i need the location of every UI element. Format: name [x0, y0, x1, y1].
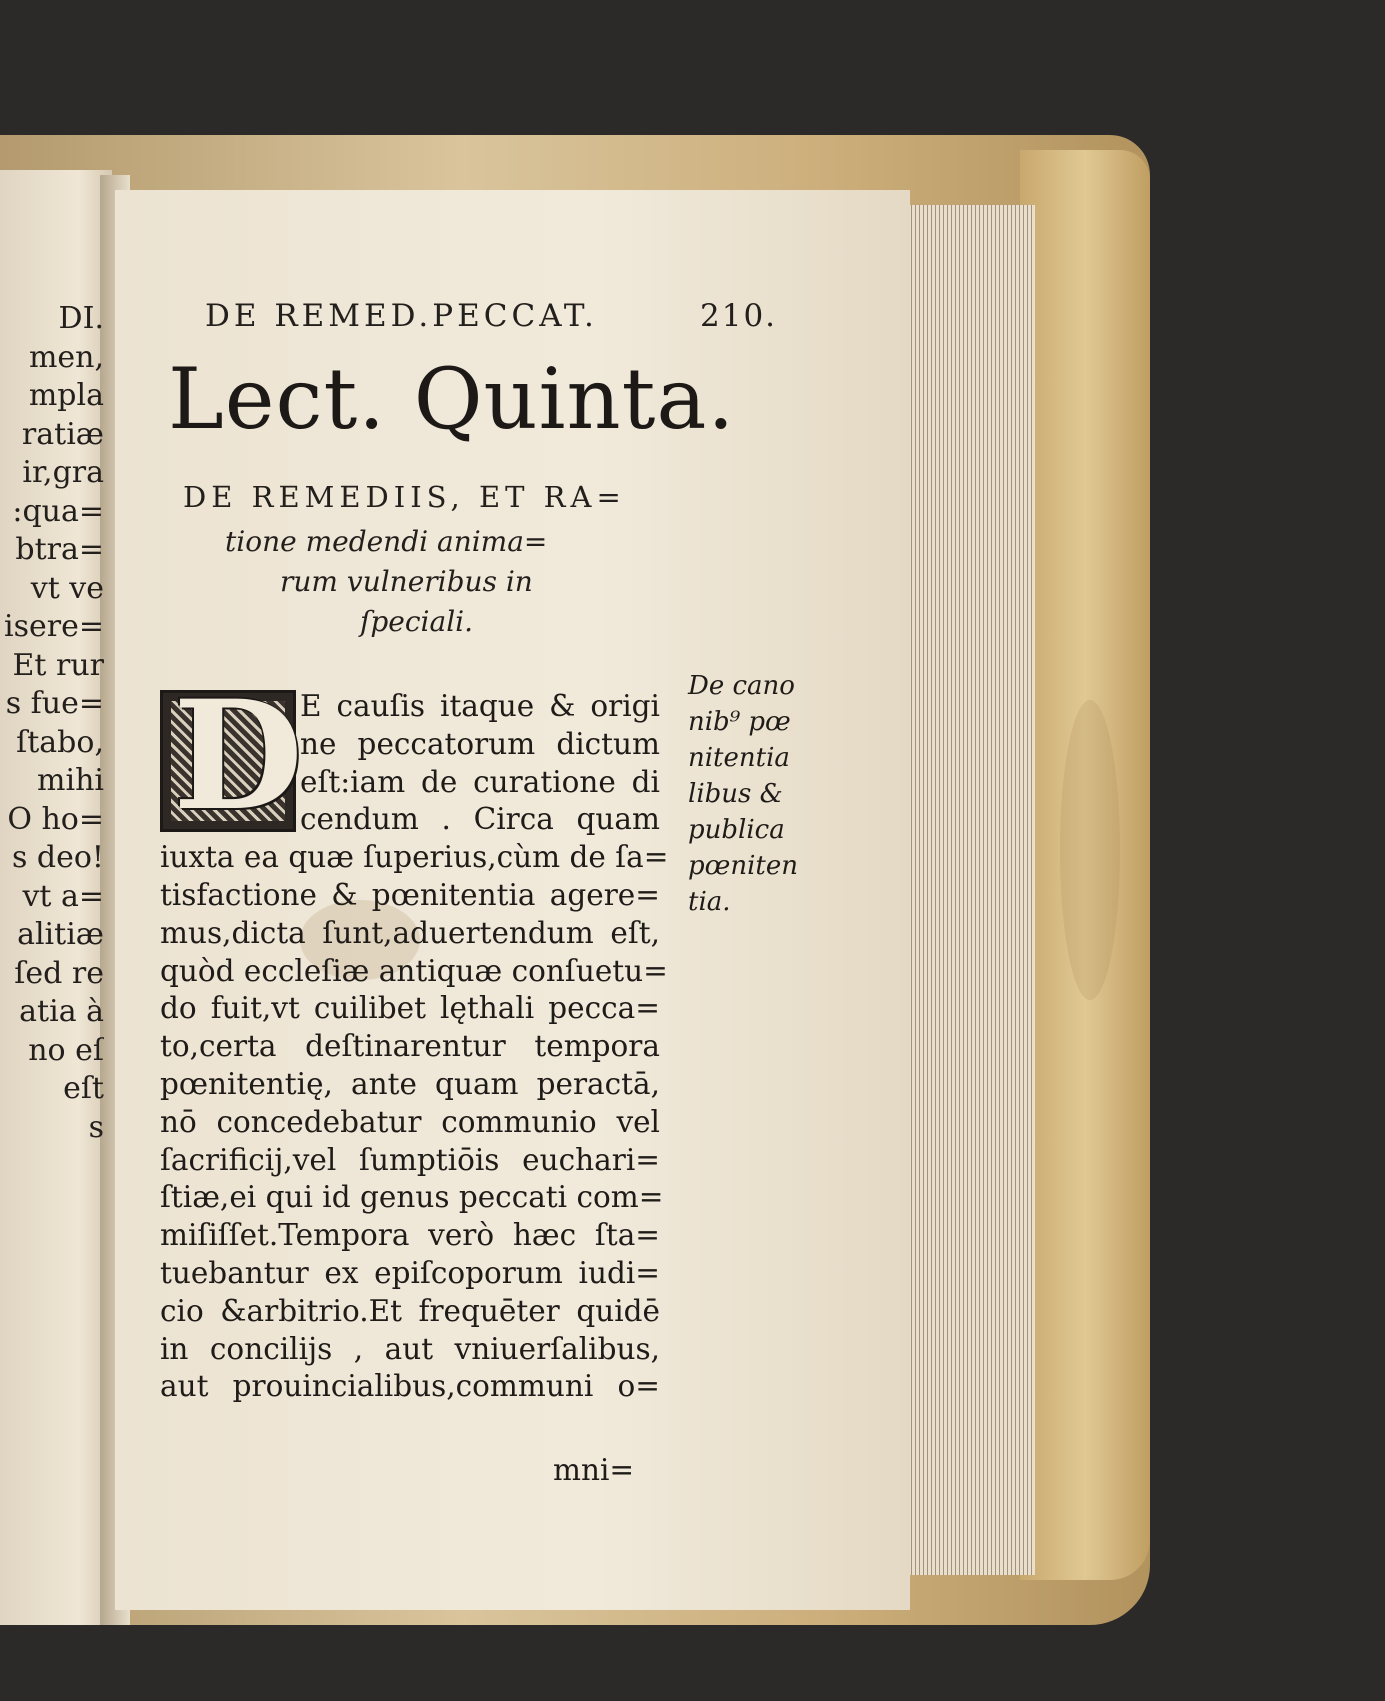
- body-line: ſtiæ,ei qui id genus peccati com=: [160, 1180, 664, 1215]
- left-line: alitiæ: [17, 917, 104, 952]
- subheading-caps: DE REMEDIIS, ET RA=: [183, 480, 626, 514]
- left-line: atia à: [19, 994, 104, 1029]
- body-line: E cauſis itaque & origi: [300, 689, 660, 723]
- left-line: Et rur: [12, 647, 104, 683]
- vellum-stain: [1060, 700, 1120, 1000]
- body-line: cio &arbitrio.Et frequēter quidē: [160, 1293, 660, 1328]
- page-number: 210.: [700, 298, 778, 334]
- left-line: ſtabo,: [16, 724, 104, 760]
- left-line: ſed re: [14, 955, 104, 991]
- subheading-line: ſpeciali.: [360, 605, 473, 638]
- body-line: quòd eccleſiæ antiquæ conſuetu=: [160, 953, 668, 988]
- body-line: pœnitentię, ante quam peractā,: [160, 1066, 660, 1101]
- margin-line: De cano: [688, 671, 795, 701]
- left-line: O ho=: [7, 801, 104, 837]
- left-line: ratiæ: [21, 416, 104, 452]
- left-line: s fue=: [5, 686, 104, 721]
- left-line: mihi: [37, 763, 104, 798]
- body-line: eſt:iam de curatione di: [300, 764, 660, 799]
- left-line: DI.: [58, 301, 104, 336]
- left-line: eſt: [63, 1071, 104, 1106]
- catchword: mni=: [553, 1453, 635, 1487]
- margin-line: publica: [688, 815, 785, 845]
- left-page-text: [0, 300, 104, 1147]
- left-line: ir,gra: [22, 455, 104, 490]
- margin-line: tia.: [688, 887, 731, 917]
- body-line: tisfactione & pœnitentia agere=: [160, 877, 660, 912]
- body-line: miſiſſet.Tempora verò hæc ſta=: [160, 1218, 660, 1253]
- left-line: :qua=: [12, 493, 104, 529]
- left-line: isere=: [4, 609, 104, 644]
- body-line: cendum . Circa quam: [300, 802, 660, 837]
- body-line: tuebantur ex epiſcoporum iudi=: [160, 1255, 660, 1290]
- marginal-note: [688, 668, 798, 920]
- body-line: do fuit,vt cuilibet lęthali pecca=: [160, 991, 660, 1026]
- left-line: s deo!: [11, 840, 104, 875]
- left-line: vt ve: [30, 570, 104, 606]
- left-line: vt a=: [22, 878, 104, 914]
- margin-line: nitentia: [688, 743, 790, 773]
- subheading-line: rum vulneribus in: [280, 565, 533, 598]
- running-head: DE REMED.PECCAT.: [205, 298, 598, 334]
- body-line: to,certa deſtinarentur tempora: [160, 1029, 660, 1064]
- left-line: men,: [28, 339, 104, 375]
- body-line: in concilijs , aut vniuerſalibus,: [160, 1331, 660, 1366]
- margin-line: nib⁹ pœ: [688, 707, 791, 737]
- page-edges: [900, 205, 1035, 1575]
- body-line: ne peccatorum dictum: [300, 726, 660, 761]
- left-line: mpla: [28, 378, 104, 413]
- drop-cap-letter: D: [173, 668, 304, 844]
- body-text: [160, 688, 669, 1406]
- chapter-title: Lect. Quinta.: [168, 350, 736, 448]
- left-line: no eſ: [28, 1032, 104, 1068]
- body-line: aut prouincialibus,communi o=: [160, 1369, 660, 1404]
- subheading-line: tione medendi anima=: [225, 525, 548, 558]
- body-line: nō concedebatur communio vel: [160, 1104, 660, 1139]
- margin-line: libus &: [688, 779, 783, 809]
- body-line: ſacrificij,vel ſumptiōis euchari=: [160, 1142, 660, 1177]
- left-line: s: [88, 1109, 104, 1145]
- body-line: mus,dicta ſunt,aduertendum eſt,: [160, 915, 660, 950]
- left-line: btra=: [15, 532, 104, 567]
- margin-line: pœniten: [688, 851, 798, 881]
- body-line: iuxta ea quæ ſuperius,cùm de ſa=: [160, 840, 669, 875]
